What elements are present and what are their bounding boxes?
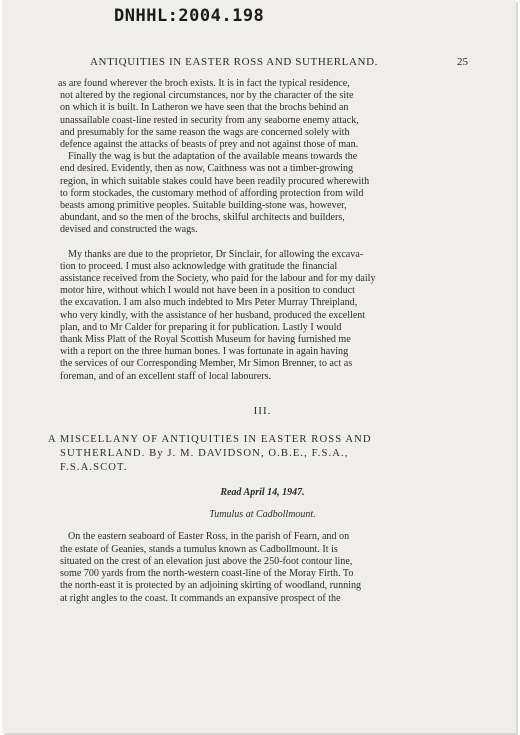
running-head: ANTIQUITIES IN EASTER ROSS AND SUTHERLAND. [90, 56, 378, 68]
text-line: assistance received from the Society, who paid for the labour and for my daily [60, 273, 376, 285]
text-line: some 700 yards from the north-western coast-line of the Moray Firth. To [60, 568, 354, 580]
document-page [2, 0, 516, 733]
text-line: as are found wherever the broch exists. It is in fact the typical residence, [58, 78, 350, 89]
text-line: My thanks are due to the proprietor, Dr Sinclair, for allowing the excava- [68, 248, 364, 260]
paragraph-acknowledgements [60, 249, 465, 383]
text-line: with a report on the three human bones. I was fortunate in again having [60, 346, 349, 358]
text-line: tion to proceed. I must also acknowledge with gratitude the financial [60, 260, 338, 272]
text-line: the north-east it is protected by an adjoining skirting of woodland, running [60, 580, 362, 592]
accession-number: DNHHL:2004.198 [114, 6, 265, 26]
title-line: SUTHERLAND. By J. M. DAVIDSON, O.B.E., F.S.A., [60, 448, 349, 460]
text-line: beasts among primitive peoples. Suitable building-stone was, however, [60, 200, 347, 212]
text-line: thank Miss Platt of the Royal Scottish Museum for having furnished me [60, 334, 351, 346]
text-line: plan, and to Mr Calder for preparing it for publication. Lastly I would [60, 321, 342, 333]
section-number: III. [253, 404, 272, 417]
read-date: Read April 14, 1947. [220, 487, 305, 499]
text-line: end desired. Evidently, then as now, Caithness was not a timber-growing [60, 163, 354, 175]
text-line: defence against the attacks of beasts of prey and not against those of man. [60, 139, 359, 151]
article-title [48, 433, 465, 475]
text-line: and presumably for the same reason the wags are concerned solely with [60, 126, 350, 138]
text-line: the services of our Corresponding Member, Mr Simon Brenner, to act as [60, 358, 353, 370]
text-line: at right angles to the coast. It commands an expansive prospect of the [60, 592, 341, 604]
text-line: the excavation. I am also much indebted to Mrs Peter Murray Threipland, [60, 297, 358, 309]
text-line: situated on the crest of an elevation just above the 250-foot contour line, [60, 555, 353, 567]
page-body [48, 78, 465, 617]
text-line: region, in which suitable stakes could have been readily procured wherewith [60, 175, 370, 187]
paragraph-cadbollmount [60, 531, 465, 604]
subheading: Tumulus at Cadbollmount. [209, 509, 316, 521]
text-line: abundant, and so the men of the brochs, skilful architects and builders, [60, 212, 345, 224]
text-line: On the eastern seaboard of Easter Ross, in the parish of Fearn, and on [68, 531, 350, 543]
text-line: the estate of Geanies, stands a tumulus known as Cadbollmount. It is [60, 543, 338, 555]
text-line: unassailable coast-line rested in security from any seaborne enemy attack, [60, 114, 359, 126]
title-line: F.S.A.SCOT. [60, 462, 128, 474]
text-line: motor hire, without which I would not have been in a position to conduct [60, 285, 355, 297]
text-line: devised and constructed the wags. [60, 224, 198, 236]
page-header [52, 56, 468, 70]
text-line: Finally the wag is but the adaptation of the available means towards the [68, 151, 358, 163]
text-line: who very kindly, with the assistance of her husband, produced the excellent [60, 309, 366, 321]
text-line: to form stockades, the customary method of affording protection from wild [60, 187, 364, 199]
text-line: foreman, and of an excellent staff of local labourers. [60, 370, 272, 382]
title-line: A MISCELLANY OF ANTIQUITIES IN EASTER ROSS AND [48, 434, 372, 446]
page-number: 25 [457, 56, 468, 68]
paragraph-broch-residence [60, 78, 465, 237]
text-line: not altered by the regional circumstances, nor by the character of the site [60, 90, 354, 102]
text-line: on which it is built. In Latheron we have seen that the brochs behind an [60, 102, 349, 114]
